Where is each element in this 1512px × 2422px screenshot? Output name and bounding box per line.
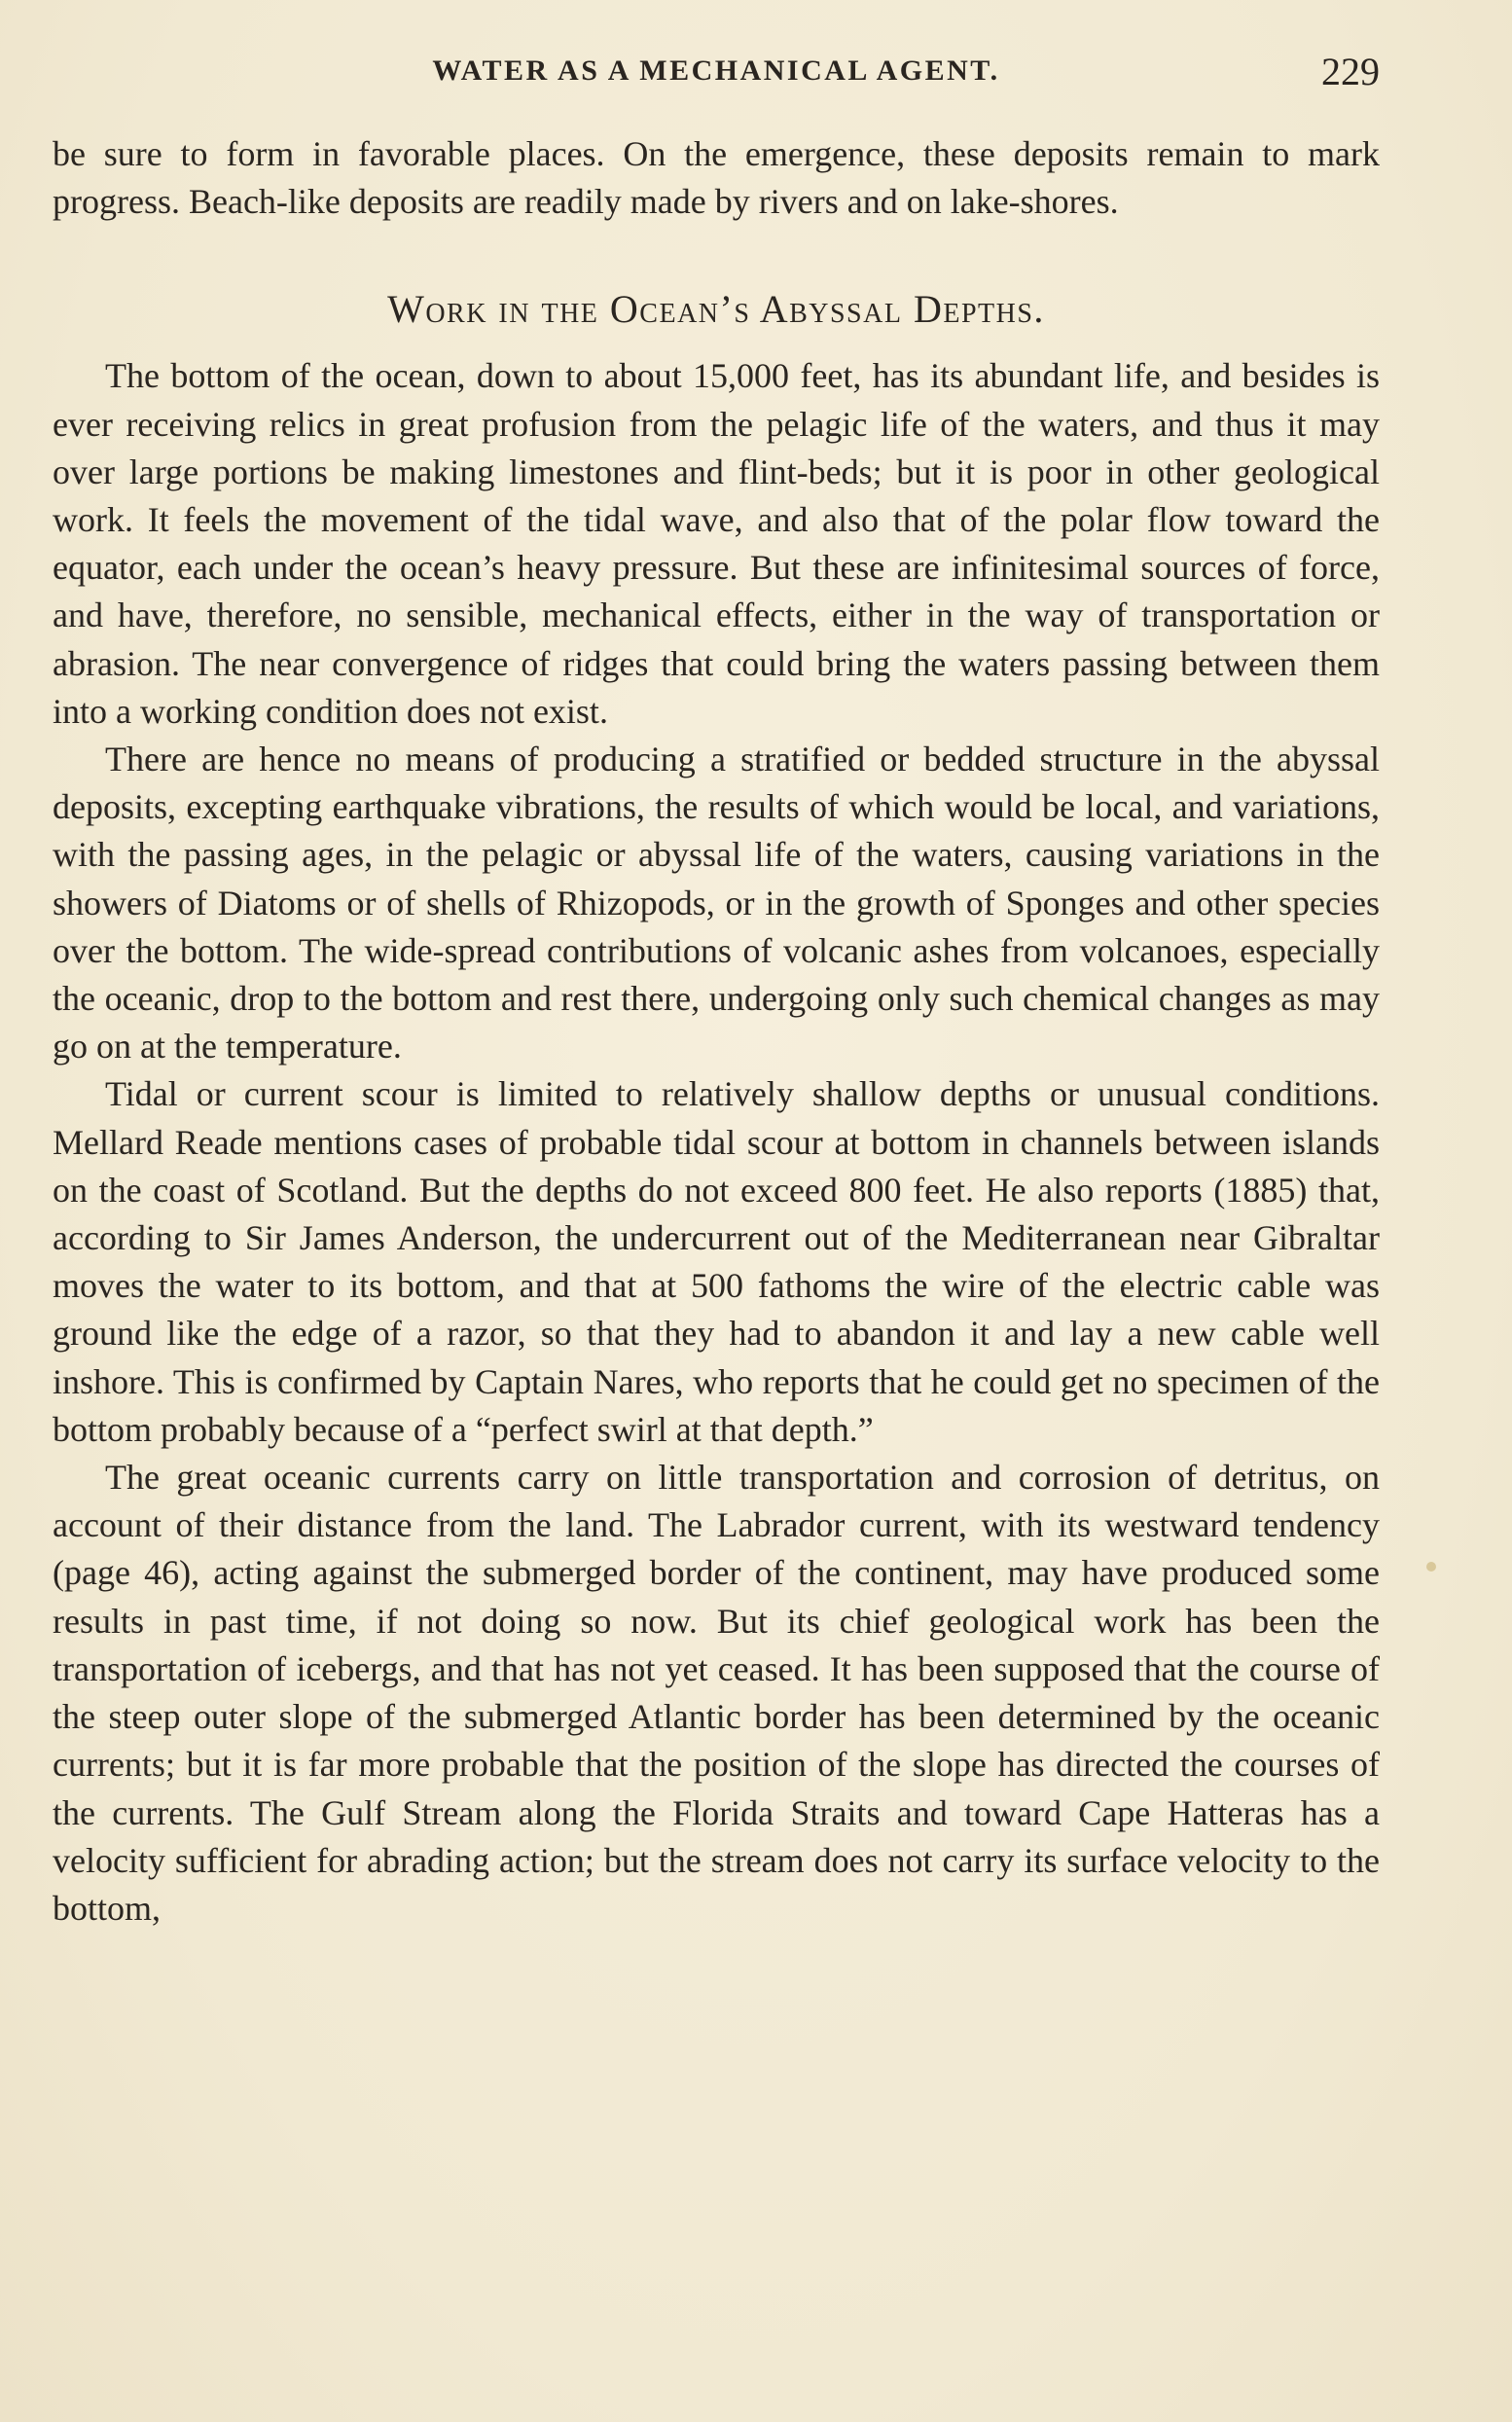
section-heading: Work in the Ocean’s Abyssal Depths. <box>387 287 1045 332</box>
page-number: 229 <box>1321 50 1380 93</box>
paragraph: Tidal or current scour is limited to relatively shallow depths or unusual conditions. Mellard Reade mentions cases of probable tidal scour at bottom in channels between islands on the coast of Scotland. But the depths do not exceed 800 feet. He also reports (1885) that, according to Sir James Anderson, the undercurrent out of the Mediterranean near Gibraltar moves the water to its bottom, and that at 500 fathoms the wire of the electric cable was ground like the edge of a razor, so that they had to abandon it and lay a new cable well inshore. This is confirmed by Captain Nares, who reports that he could get no specimen of the bottom probably because of a “perfect swirl at that depth.” <box>53 1074 1380 1449</box>
running-title: WATER AS A MECHANICAL AGENT. <box>432 54 1000 87</box>
body-text <box>53 130 1380 1933</box>
paragraph: The bottom of the ocean, down to about 15,000 feet, has its abundant life, and besides is ever receiving relics in great profusion from the pelagic life of the waters, and thus it may over large portions be making limestones and flint-beds; but it is poor in other geological work. It feels the movement of the tidal wave, and also that of the polar flow toward the equator, each under the ocean’s heavy pressure. But these are infinitesimal sources of force, and have, therefore, no sensible, mechanical effects, either in the way of transportation or abrasion. The near convergence of ridges that could bring the waters passing between them into a working condition does not exist. <box>53 356 1380 731</box>
opening-paragraph: be sure to form in favorable places. On the emergence, these deposits remain to mark progress. Beach-like deposits are readily made by rivers and on lake-shores. <box>53 134 1380 222</box>
paragraph: There are hence no means of producing a stratified or bedded structure in the abyssal deposits, excepting earthquake vibrations, the results of which would be local, and variations, with the passing ages, in the pelagic or abyssal life of the waters, causing variations in the showers of Diatoms or of shells of Rhizopods, or in the growth of Sponges and other species over the bottom. The wide-spread contributions of volcanic ashes from volcanoes, especially the oceanic, drop to the bottom and rest there, undergoing only such chemical changes as may go on at the temperature. <box>53 740 1380 1066</box>
paper-blemish <box>1426 1562 1436 1572</box>
running-head <box>53 49 1380 95</box>
paragraph: The great oceanic currents carry on little transportation and corrosion of detritus, on account of their distance from the land. The Labrador current, with its westward tendency (page 46), acting against the submerged border of the continent, may have produced some results in past time, if not doing so now. But its chief geological work has been the transportation of icebergs, and that has not yet ceased. It has been supposed that the course of the steep outer slope of the submerged Atlantic border has been determined by the oceanic currents; but it is far more probable that the position of the slope has directed the courses of the currents. The Gulf Stream along the Florida Straits and toward Cape Hatteras has a velocity sufficient for abrading action; but the stream does not carry its surface velocity to the bottom, <box>53 1458 1380 1928</box>
